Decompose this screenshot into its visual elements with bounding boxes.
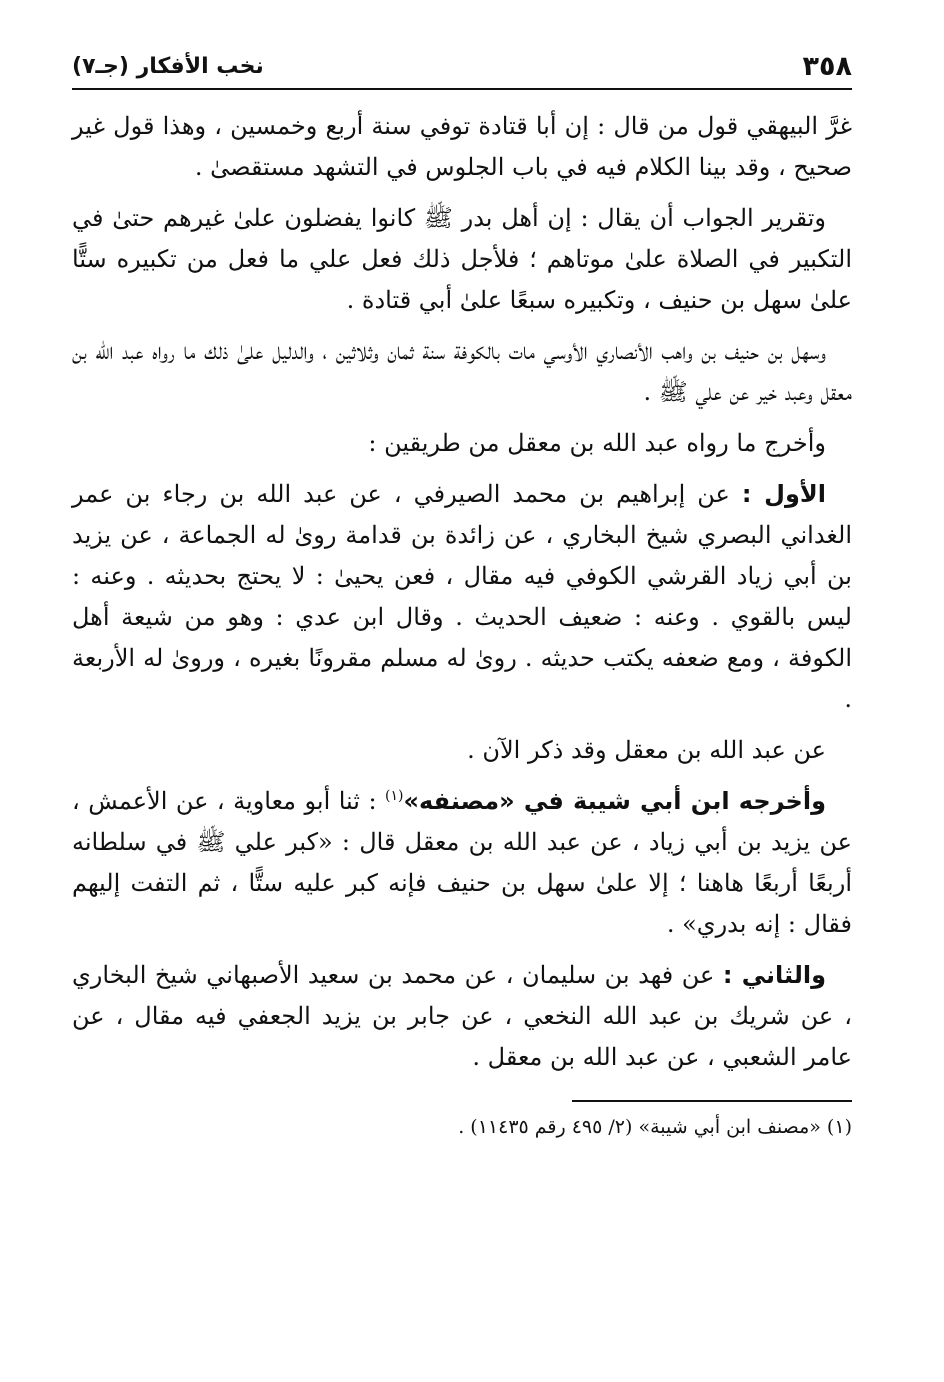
paragraph-lead: والثاني : (722, 961, 826, 989)
paragraph (72, 474, 852, 720)
paragraph-text: عن إبراهيم بن محمد الصيرفي ، عن عبد الله بن رجاء بن عمر الغداني البصري شيخ البخاري ، عن زائدة بن قدامة روىٰ له الجماعة ، عن يزيد بن أبي زياد القرشي الكوفي فيه مقال ، فعن يحيىٰ : لا يحتج بحديثه . وعنه : ليس بالقوي . وعنه : ضعيف الحديث . وقال ابن عدي : وهو من شيعة أهل الكوفة ، ومع ضعفه يكتب حديثه . روىٰ له مسلم مقرونًا بغيره ، وروىٰ له الأربعة . (72, 480, 852, 713)
paragraph (72, 106, 852, 188)
paragraph-text: عن عبد الله بن معقل وقد ذكر الآن . (467, 736, 826, 764)
paragraph (72, 331, 852, 413)
footnote: (١) «مصنف ابن أبي شيبة» (٢/ ٤٩٥ رقم ١١٤٣٥) . (458, 1116, 852, 1138)
paragraph (72, 730, 852, 771)
footnote-divider (572, 1100, 852, 1102)
paragraph (72, 781, 852, 945)
paragraph-text: وتقرير الجواب أن يقال : إن أهل بدر ﷺ كانوا يفضلون علىٰ غيرهم حتىٰ في التكبير في الصلاة علىٰ موتاهم ؛ فلأجل ذلك فعل علي ما فعل من تكبيره ستًّا علىٰ سهل بن حنيف ، وتكبيره سبعًا علىٰ أبي قتادة . (72, 204, 852, 314)
paragraph (72, 198, 852, 321)
paragraph-text: وسهل بن حنيف بن واهب الأنصاري الأوسي مات بالكوفة سنة ثمان وثلاثين ، والدليل علىٰ ذلك ما رواه عبد الله بن معقل وعبد خير عن علي ﷺ . (72, 337, 852, 406)
paragraph-text: : ثنا أبو معاوية ، عن الأعمش ، عن يزيد بن أبي زياد ، عن عبد الله بن معقل قال : «كبر علي ﷺ في سلطانه أربعًا أربعًا هاهنا ؛ إلا علىٰ سهل بن حنيف فإنه كبر عليه ستًّا ، ثم التفت إليهم فقال : إنه بدري» . (72, 787, 852, 938)
paragraph-text: غرَّ البيهقي قول من قال : إن أبا قتادة توفي سنة أربع وخمسين ، وهذا قول غير صحيح ، وقد بينا الكلام فيه في باب الجلوس في التشهد مستقصىٰ . (72, 112, 852, 181)
running-title: نخب الأفكار (جـ٧) (72, 54, 264, 79)
paragraph-lead: وأخرجه ابن أبي شيبة في «مصنفه» (403, 787, 826, 815)
paragraph (72, 955, 852, 1078)
paragraph-lead: الأول : (741, 480, 826, 508)
page-number: ٣٥٨ (802, 51, 852, 82)
page-body (72, 106, 852, 1078)
book-page (72, 44, 852, 1342)
page-header (72, 44, 852, 90)
paragraph (72, 423, 852, 464)
footnote-reference[interactable]: (١) (385, 788, 404, 804)
paragraph-text: وأخرج ما رواه عبد الله بن معقل من طريقين : (368, 429, 826, 457)
paragraph-text: عن فهد بن سليمان ، عن محمد بن سعيد الأصبهاني شيخ البخاري ، عن شريك بن عبد الله النخعي ، عن جابر بن يزيد الجعفي فيه مقال ، عن عامر الشعبي ، عن عبد الله بن معقل . (72, 961, 852, 1071)
